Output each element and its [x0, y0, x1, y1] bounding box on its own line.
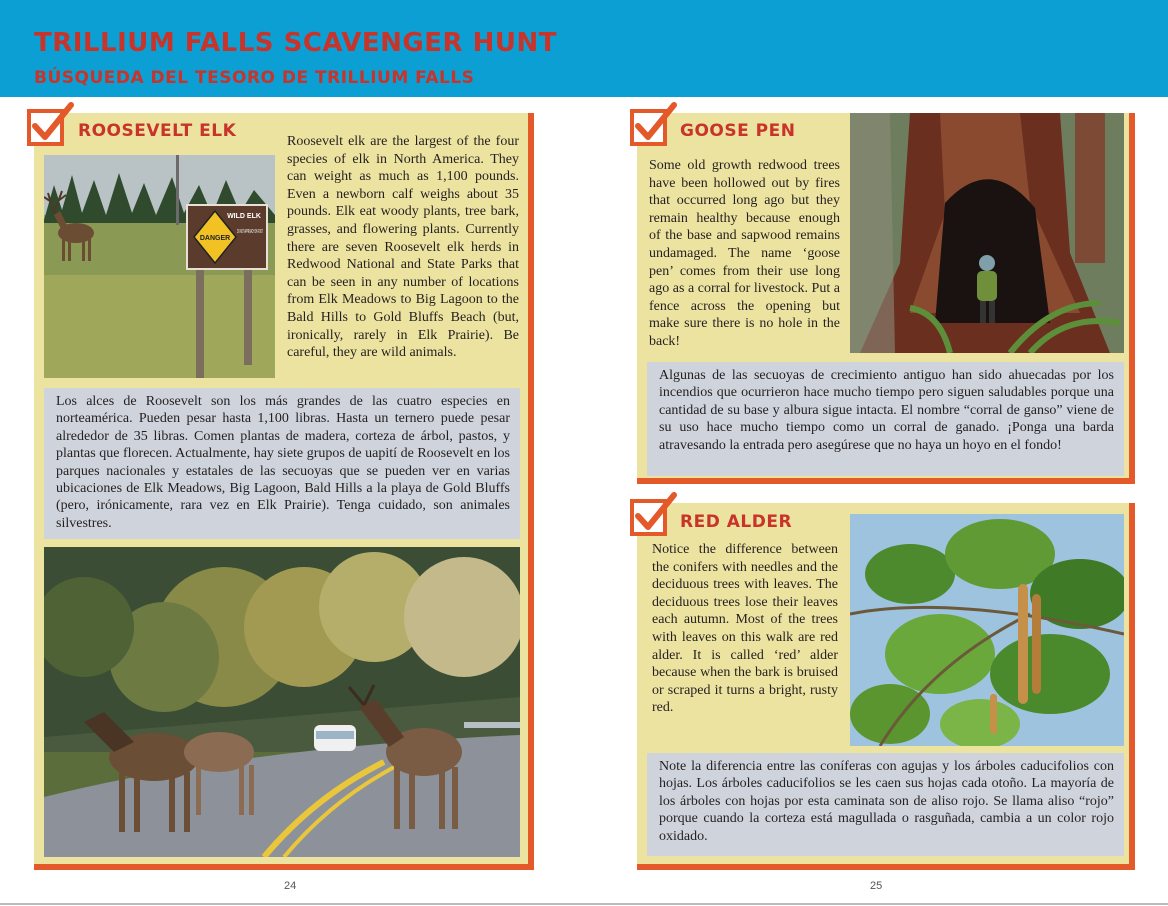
alder-text-english: Notice the difference between the conifers with needles and the deciduous trees with leaves. The deciduous trees lose their leaves each autumn. Most of the trees with leaves on this walk are red alder. It is called ‘red’ alder because when the bark is bruised or scraped it turns a bright, rusty red.	[652, 542, 838, 716]
checkmark-icon	[26, 102, 74, 148]
red-alder-leaves-photo	[850, 514, 1124, 746]
section-title-elk: ROOSEVELT ELK	[78, 121, 237, 141]
page-subtitle-spanish: BÚSQUEDA DEL TESORO DE TRILLIUM FALLS	[34, 68, 475, 88]
goose-text-english: Some old growth redwood trees have been hollowed out by fires that occurred long ago but they remain healthy because enough of the base and sapwood remains undamaged. The name ‘goose pen’ comes from their use long ago as a corral for livestock. Put a fence across the opening but make sure there is no hole in the back!	[649, 158, 840, 349]
elk-field-photo	[44, 155, 275, 378]
elk-text-spanish: Los alces de Roosevelt son los más grandes de las cuatro especies en norteamérica. Pueden pesar hasta 1,100 libras. Hasta un ternero puede pesar alrededor de 35 libras. Comen plantas de madera, corteza de árbol, pastos, y plantas que florecen. Actualmente, hay siete grupos de uapití de Roosevelt en los parques nacionales y estatales de las secuoyas que se pueden ver en varias ubicaciones de Elk Meadows, Big Lagoon, Bald Hills a la playa de Gold Bluffs (pero, irónicamente, rara vez en Elk Prairie). Tenga cuidado, son animales silvestres.	[44, 388, 520, 539]
page-number-left: 24	[284, 880, 297, 892]
bottom-rule	[0, 903, 1168, 905]
page-number-right: 25	[870, 880, 883, 892]
sign-side-text: DO NOT APPROACH ON FOOT	[237, 229, 263, 235]
checkmark-icon	[629, 492, 677, 538]
goose-pen-redwood-photo	[850, 113, 1124, 353]
goose-text-spanish: Algunas de las secuoyas de crecimiento antiguo han sido ahuecadas por los incendios que ocurrieron hace mucho tiempo pero siguen saludables porque una cantidad de su base y albura sigue intacta. El nombre “corral de ganso” viene de su uso hace mucho tiempo como un corral de ganado. ¡Ponga una barda atravesando la entrada pero asegúrese que no haya un hoyo en el fondo!	[647, 362, 1124, 476]
section-title-red-alder: RED ALDER	[680, 512, 793, 532]
page-title: TRILLIUM FALLS SCAVENGER HUNT	[34, 28, 557, 58]
elk-road-photo	[44, 547, 520, 857]
header-band	[0, 0, 1168, 97]
sign-danger-text: DANGER	[199, 235, 231, 242]
section-title-goose-pen: GOOSE PEN	[680, 121, 796, 141]
alder-text-spanish: Note la diferencia entre las coníferas con agujas y los árboles caducifolios con hojas. Los árboles caducifolios se les caen sus hojas cada otoño. La mayoría de los árboles con hojas por esta caminata son de aliso rojo. Se llama aliso “rojo” porque cuando la corteza está magullada o rasguñada, cambia a un color rojo oxidado.	[647, 753, 1124, 856]
elk-text-english: Roosevelt elk are the largest of the four species of elk in North America. They can weight as much as 1,100 pounds. Even a newborn calf weighs about 35 pounds. Elk eat woody plants, tree bark, grasses, and flowering plants. Currently there are seven Roosevelt elk herds in Redwood National and State Parks that can be seen in any number of locations from Elk Meadows to Big Lagoon to the Bald Hills to Gold Bluffs Beach (but, ironically, rarely in Elk Prairie). Be careful, they are wild animals.	[287, 134, 519, 361]
checkmark-icon	[629, 102, 677, 148]
sign-top-text: WILD ELK	[227, 213, 261, 220]
